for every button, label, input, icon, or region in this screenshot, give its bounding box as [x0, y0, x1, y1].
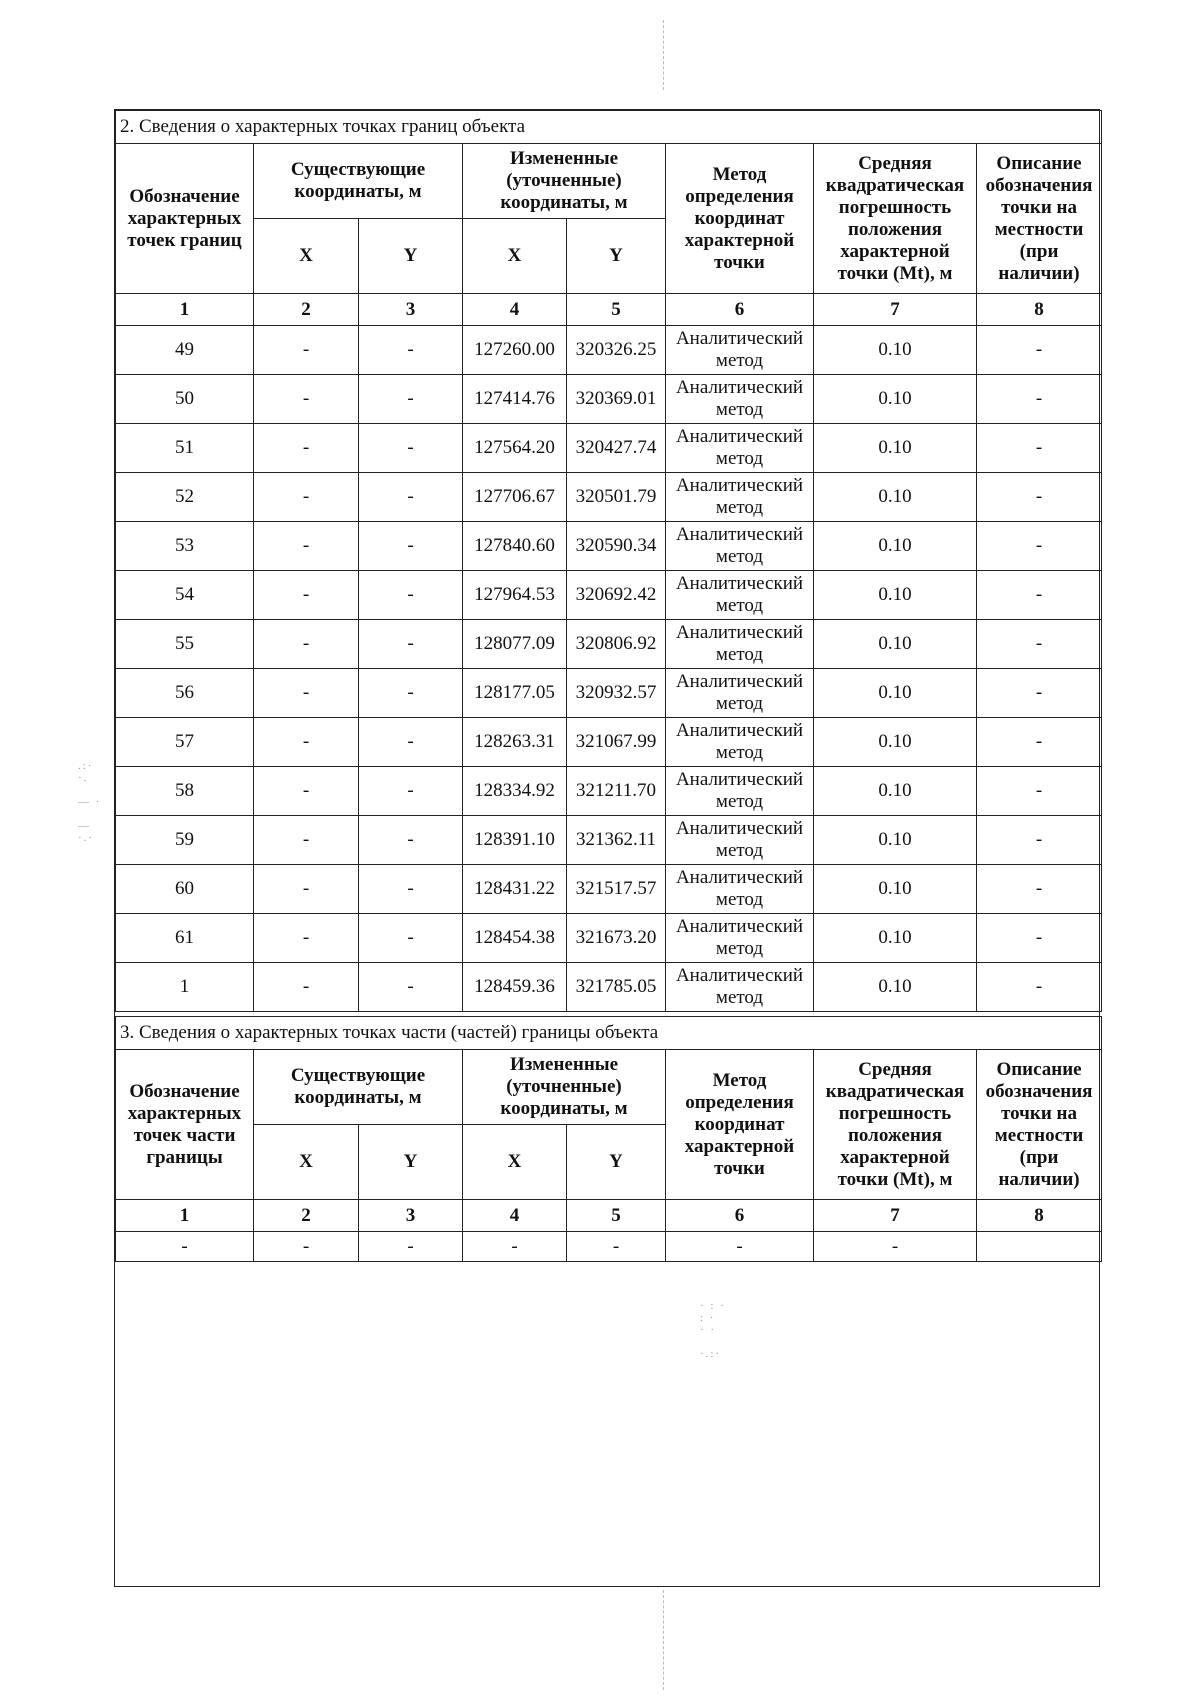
existing-y-cell: -	[359, 669, 463, 718]
column-number: 1	[116, 1200, 254, 1232]
changed-x-cell: 128077.09	[463, 620, 567, 669]
column-number: 8	[977, 1200, 1102, 1232]
existing-x-cell: -	[254, 669, 359, 718]
table-row	[116, 816, 1102, 865]
changed-y-cell: 320806.92	[567, 620, 666, 669]
scan-specks: · : · : · · · ·.:·	[700, 1300, 726, 1360]
mt-value-cell: 0.10	[814, 865, 977, 914]
part-boundary-points-table	[115, 1016, 1102, 1262]
table-row	[116, 424, 1102, 473]
column-number: 4	[463, 1200, 567, 1232]
scan-specks: .:· ·. — · — ·.·	[78, 760, 102, 844]
table-row	[116, 620, 1102, 669]
mt-value-cell: 0.10	[814, 473, 977, 522]
method-text: метод	[715, 889, 764, 910]
method-cell	[666, 571, 814, 620]
method-text: метод	[715, 644, 764, 665]
method-text: метод	[715, 350, 764, 371]
header-y: Y	[359, 219, 463, 294]
point-designation-cell: 57	[116, 718, 254, 767]
table-row	[116, 669, 1102, 718]
mt-value-cell: 0.10	[814, 375, 977, 424]
method-text: Аналитический	[675, 965, 804, 986]
existing-y-cell: -	[359, 718, 463, 767]
column-number: 2	[254, 294, 359, 326]
cell: -	[567, 1232, 666, 1262]
description-cell: -	[977, 620, 1102, 669]
header-existing-coords: Существующие координаты, м	[254, 1050, 463, 1125]
method-text: метод	[715, 399, 764, 420]
mt-value-cell: 0.10	[814, 767, 977, 816]
column-number: 5	[567, 1200, 666, 1232]
description-cell: -	[977, 963, 1102, 1012]
point-designation-cell: 61	[116, 914, 254, 963]
changed-x-cell: 127964.53	[463, 571, 567, 620]
method-text: Аналитический	[675, 867, 804, 888]
header-error: Средняя квадратическая погрешность положения характерной точки (Mt), м	[814, 144, 977, 294]
changed-x-cell: 128263.31	[463, 718, 567, 767]
point-designation-cell: 54	[116, 571, 254, 620]
method-text: метод	[715, 742, 764, 763]
changed-y-cell: 320427.74	[567, 424, 666, 473]
existing-y-cell: -	[359, 865, 463, 914]
mt-value-cell: 0.10	[814, 424, 977, 473]
changed-x-cell: 128431.22	[463, 865, 567, 914]
header-y: Y	[567, 219, 666, 294]
section-title: 3. Сведения о характерных точках части (частей) границы объекта	[116, 1017, 1102, 1050]
table-row	[116, 718, 1102, 767]
scan-artifact-line	[663, 1590, 664, 1690]
mt-value-cell: 0.10	[814, 963, 977, 1012]
description-cell: -	[977, 767, 1102, 816]
changed-y-cell: 320932.57	[567, 669, 666, 718]
method-text: метод	[715, 546, 764, 567]
table-row	[116, 522, 1102, 571]
point-designation-cell: 51	[116, 424, 254, 473]
table-row	[116, 914, 1102, 963]
method-cell	[666, 375, 814, 424]
header-x: X	[463, 219, 567, 294]
column-number: 7	[814, 1200, 977, 1232]
method-text: метод	[715, 448, 764, 469]
header-method: Метод определения координат характерной точки	[666, 1050, 814, 1200]
existing-y-cell: -	[359, 375, 463, 424]
cell: -	[666, 1232, 814, 1262]
changed-x-cell: 128177.05	[463, 669, 567, 718]
point-designation-cell: 56	[116, 669, 254, 718]
existing-x-cell: -	[254, 816, 359, 865]
changed-y-cell: 320326.25	[567, 326, 666, 375]
existing-x-cell: -	[254, 522, 359, 571]
section-title: 2. Сведения о характерных точках границ объекта	[116, 111, 1102, 144]
changed-x-cell: 128391.10	[463, 816, 567, 865]
changed-y-cell: 321362.11	[567, 816, 666, 865]
point-designation-cell: 60	[116, 865, 254, 914]
existing-y-cell: -	[359, 620, 463, 669]
existing-y-cell: -	[359, 571, 463, 620]
changed-x-cell: 127260.00	[463, 326, 567, 375]
mt-value-cell: 0.10	[814, 326, 977, 375]
point-designation-cell: 1	[116, 963, 254, 1012]
changed-x-cell: 128334.92	[463, 767, 567, 816]
document-frame	[114, 109, 1100, 1587]
method-cell	[666, 326, 814, 375]
method-text: метод	[715, 840, 764, 861]
header-error: Средняя квадратическая погрешность положения характерной точки (Mt), м	[814, 1050, 977, 1200]
description-cell: -	[977, 718, 1102, 767]
point-designation-cell: 52	[116, 473, 254, 522]
existing-x-cell: -	[254, 963, 359, 1012]
existing-x-cell: -	[254, 914, 359, 963]
column-number: 4	[463, 294, 567, 326]
description-cell: -	[977, 522, 1102, 571]
table-row	[116, 1232, 1102, 1262]
existing-y-cell: -	[359, 816, 463, 865]
column-number: 2	[254, 1200, 359, 1232]
method-cell	[666, 620, 814, 669]
header-x: X	[254, 219, 359, 294]
mt-value-cell: 0.10	[814, 620, 977, 669]
method-cell	[666, 963, 814, 1012]
method-text: метод	[715, 987, 764, 1008]
cell: -	[116, 1232, 254, 1262]
method-text: Аналитический	[675, 720, 804, 741]
table-row	[116, 571, 1102, 620]
table-row	[116, 375, 1102, 424]
changed-y-cell: 320369.01	[567, 375, 666, 424]
existing-x-cell: -	[254, 620, 359, 669]
method-text: Аналитический	[675, 622, 804, 643]
existing-x-cell: -	[254, 375, 359, 424]
description-cell: -	[977, 816, 1102, 865]
mt-value-cell: 0.10	[814, 816, 977, 865]
header-designation: Обозначение характерных точек границ	[116, 144, 254, 294]
column-number: 8	[977, 294, 1102, 326]
existing-y-cell: -	[359, 767, 463, 816]
changed-y-cell: 321785.05	[567, 963, 666, 1012]
cell: -	[254, 1232, 359, 1262]
header-x: X	[254, 1125, 359, 1200]
header-changed-coords: Измененные (уточненные) координаты, м	[463, 1050, 666, 1125]
header-x: X	[463, 1125, 567, 1200]
method-cell	[666, 816, 814, 865]
point-designation-cell: 49	[116, 326, 254, 375]
changed-y-cell: 320692.42	[567, 571, 666, 620]
method-text: Аналитический	[675, 769, 804, 790]
mt-value-cell: 0.10	[814, 571, 977, 620]
column-number: 7	[814, 294, 977, 326]
method-text: Аналитический	[675, 573, 804, 594]
method-text: метод	[715, 693, 764, 714]
method-cell	[666, 914, 814, 963]
mt-value-cell: 0.10	[814, 718, 977, 767]
cell: -	[359, 1232, 463, 1262]
changed-y-cell: 321211.70	[567, 767, 666, 816]
column-number: 3	[359, 294, 463, 326]
existing-x-cell: -	[254, 424, 359, 473]
scan-artifact-line	[663, 20, 664, 90]
method-text: Аналитический	[675, 524, 804, 545]
method-text: Аналитический	[675, 328, 804, 349]
method-cell	[666, 669, 814, 718]
column-number-row	[116, 294, 1102, 326]
column-number: 6	[666, 1200, 814, 1232]
column-number: 1	[116, 294, 254, 326]
boundary-points-table	[115, 110, 1102, 1012]
header-changed-coords: Измененные (уточненные) координаты, м	[463, 144, 666, 219]
point-designation-cell: 50	[116, 375, 254, 424]
method-text: Аналитический	[675, 426, 804, 447]
point-designation-cell: 53	[116, 522, 254, 571]
table-row	[116, 767, 1102, 816]
cell: -	[463, 1232, 567, 1262]
point-designation-cell: 55	[116, 620, 254, 669]
method-text: Аналитический	[675, 671, 804, 692]
changed-y-cell: 321067.99	[567, 718, 666, 767]
method-text: Аналитический	[675, 377, 804, 398]
changed-y-cell: 321673.20	[567, 914, 666, 963]
method-cell	[666, 767, 814, 816]
column-number: 5	[567, 294, 666, 326]
description-cell: -	[977, 375, 1102, 424]
changed-x-cell: 127840.60	[463, 522, 567, 571]
description-cell: -	[977, 914, 1102, 963]
method-text: метод	[715, 595, 764, 616]
mt-value-cell: 0.10	[814, 914, 977, 963]
method-text: метод	[715, 791, 764, 812]
column-number: 3	[359, 1200, 463, 1232]
header-y: Y	[567, 1125, 666, 1200]
description-cell: -	[977, 326, 1102, 375]
mt-value-cell: 0.10	[814, 669, 977, 718]
description-cell: -	[977, 424, 1102, 473]
changed-x-cell: 127564.20	[463, 424, 567, 473]
existing-x-cell: -	[254, 718, 359, 767]
existing-x-cell: -	[254, 767, 359, 816]
description-cell: -	[977, 473, 1102, 522]
existing-y-cell: -	[359, 424, 463, 473]
method-cell	[666, 718, 814, 767]
changed-y-cell: 320590.34	[567, 522, 666, 571]
description-cell: -	[977, 669, 1102, 718]
changed-y-cell: 321517.57	[567, 865, 666, 914]
existing-y-cell: -	[359, 326, 463, 375]
existing-y-cell: -	[359, 914, 463, 963]
method-text: Аналитический	[675, 475, 804, 496]
method-text: Аналитический	[675, 818, 804, 839]
existing-x-cell: -	[254, 326, 359, 375]
header-method: Метод определения координат характерной точки	[666, 144, 814, 294]
method-cell	[666, 424, 814, 473]
header-description: Описание обозначения точки на местности (при наличии)	[977, 1050, 1102, 1200]
changed-x-cell: 127706.67	[463, 473, 567, 522]
existing-y-cell: -	[359, 963, 463, 1012]
table-row	[116, 865, 1102, 914]
existing-y-cell: -	[359, 522, 463, 571]
column-number-row	[116, 1200, 1102, 1232]
changed-y-cell: 320501.79	[567, 473, 666, 522]
changed-x-cell: 127414.76	[463, 375, 567, 424]
header-designation: Обозначение характерных точек части границы	[116, 1050, 254, 1200]
changed-x-cell: 128454.38	[463, 914, 567, 963]
description-cell: -	[977, 865, 1102, 914]
point-designation-cell: 58	[116, 767, 254, 816]
method-text: метод	[715, 497, 764, 518]
existing-x-cell: -	[254, 571, 359, 620]
method-cell	[666, 865, 814, 914]
existing-x-cell: -	[254, 473, 359, 522]
existing-y-cell: -	[359, 473, 463, 522]
method-cell	[666, 522, 814, 571]
header-y: Y	[359, 1125, 463, 1200]
description-cell: -	[977, 571, 1102, 620]
header-description: Описание обозначения точки на местности (при наличии)	[977, 144, 1102, 294]
table-row	[116, 473, 1102, 522]
changed-x-cell: 128459.36	[463, 963, 567, 1012]
header-existing-coords: Существующие координаты, м	[254, 144, 463, 219]
existing-x-cell: -	[254, 865, 359, 914]
cell	[977, 1232, 1102, 1262]
table-row	[116, 326, 1102, 375]
column-number: 6	[666, 294, 814, 326]
method-text: Аналитический	[675, 916, 804, 937]
point-designation-cell: 59	[116, 816, 254, 865]
table-row	[116, 963, 1102, 1012]
method-text: метод	[715, 938, 764, 959]
cell: -	[814, 1232, 977, 1262]
method-cell	[666, 473, 814, 522]
mt-value-cell: 0.10	[814, 522, 977, 571]
